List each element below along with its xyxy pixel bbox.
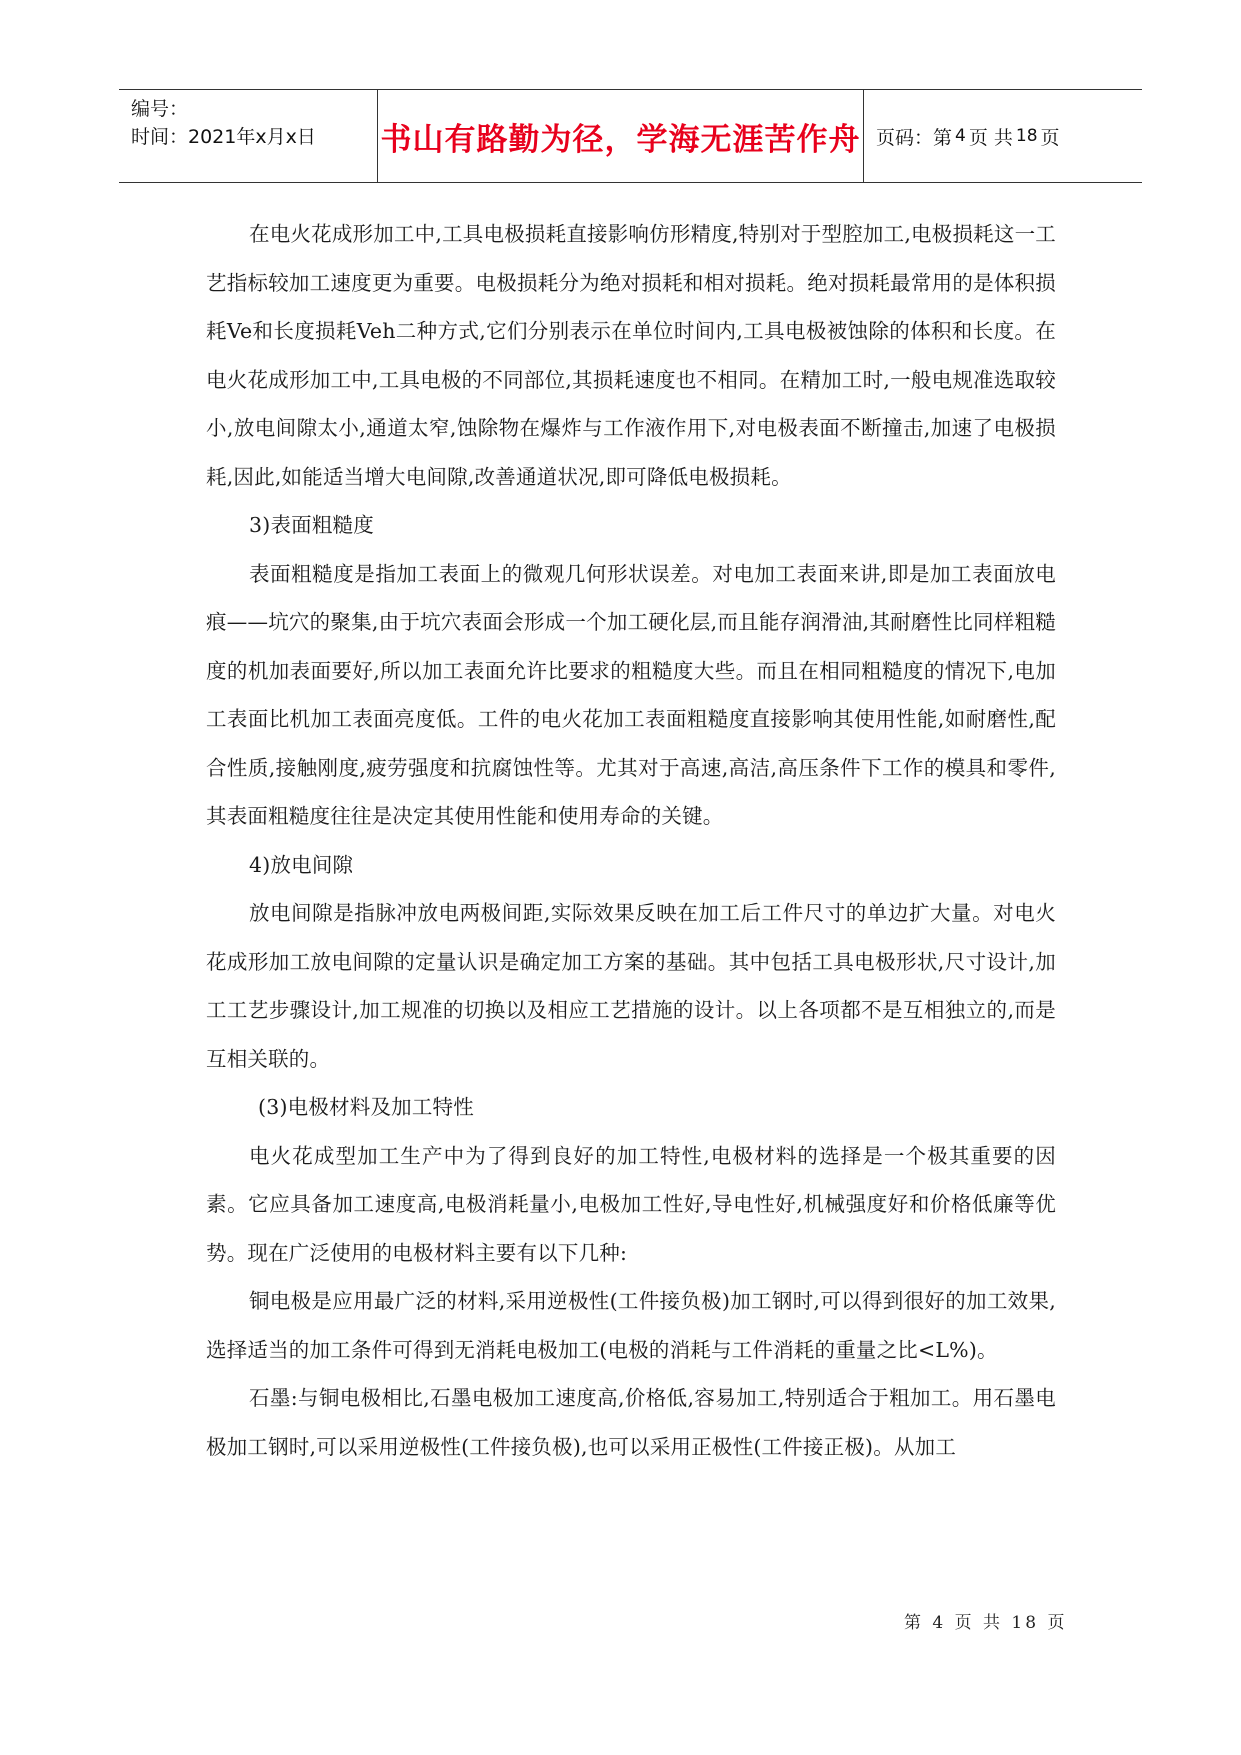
page-mid: 页 共 [968,126,1013,149]
page-current: 4 [955,126,966,146]
paragraph-electrode-materials: 电火花成型加工生产中为了得到良好的加工特性,电极材料的选择是一个极其重要的因素。它应具备加工速度高,电极消耗量小,电极加工性好,导电性好,机械强度好和价格低廉等优势。现在广泛使用的电极材料主要有以下几种: [206,1143,1056,1265]
document-body [206,210,1056,1471]
page-prefix: 页码：第 [876,126,953,149]
header-motto-cell [378,90,864,182]
header-page-cell [864,90,1154,182]
paragraph-discharge-gap: 放电间隙是指脉冲放电两极间距,实际效果反映在加工后工件尺寸的单边扩大量。对电火花成形加工放电间隙的定量认识是确定加工方案的基础。其中包括工具电极形状,尺寸设计,加工工艺步骤设计,加工规准的切换以及相应工艺措施的设计。以上各项都不是互相独立的,而是互相关联的。 [206,901,1056,1071]
page-suffix: 页 [1040,126,1060,149]
paragraph-copper-electrode: 铜电极是应用最广泛的材料,采用逆极性(工件接负极)加工钢时,可以得到很好的加工效果,选择适当的加工条件可得到无消耗电极加工(电极的消耗与工件消耗的重量之比<L%)。 [206,1289,1056,1362]
document-code-label: 编号： [131,98,189,120]
paragraph-graphite-electrode: 石墨:与铜电极相比,石墨电极加工速度高,价格低,容易加工,特别适合于粗加工。用石墨电极加工钢时,可以采用逆极性(工件接负极),也可以采用正极性(工件接正极)。从加工 [206,1386,1056,1459]
page-header [119,89,1142,183]
paragraph-electrode-wear: 在电火花成形加工中,工具电极损耗直接影响仿形精度,特别对于型腔加工,电极损耗这一工艺指标较加工速度更为重要。电极损耗分为绝对损耗和相对损耗。绝对损耗最常用的是体积损耗Ve和长度损耗Veh二种方式,它们分别表示在单位时间内,工具电极被蚀除的体积和长度。在电火花成形加工中,工具电极的不同部位,其损耗速度也不相同。在精加工时,一般电规准选取较小,放电间隙太小,通道太窄,蚀除物在爆炸与工作液作用下,对电极表面不断撞击,加速了电极损耗,因此,如能适当增大电间隙,改善通道状况,即可降低电极损耗。 [206,222,1056,489]
page-footer: 第 4 页 共 18 页 [904,1613,1068,1633]
page-total: 18 [1015,126,1038,146]
document-time-label: 时间：2021年x月x日 [131,126,316,148]
heading-surface-roughness: 3)表面粗糙度 [249,513,374,537]
heading-electrode-materials: (3)电极材料及加工特性 [258,1095,474,1119]
paragraph-surface-roughness: 表面粗糙度是指加工表面上的微观几何形状误差。对电加工表面来讲,即是加工表面放电痕——坑穴的聚集,由于坑穴表面会形成一个加工硬化层,而且能存润滑油,其耐磨性比同样粗糙度的机加表面要好,所以加工表面允许比要求的粗糙度大些。而且在相同粗糙度的情况下,电加工表面比机加工表面亮度低。工件的电火花加工表面粗糙度直接影响其使用性能,如耐磨性,配合性质,接触刚度,疲劳强度和抗腐蚀性等。尤其对于高速,高洁,高压条件下工作的模具和零件,其表面粗糙度往往是决定其使用性能和使用寿命的关键。 [206,561,1056,828]
header-info-cell [119,90,378,182]
heading-discharge-gap: 4)放电间隙 [249,852,354,877]
header-motto: 书山有路勤为径，学海无涯苦作舟 [380,121,861,158]
